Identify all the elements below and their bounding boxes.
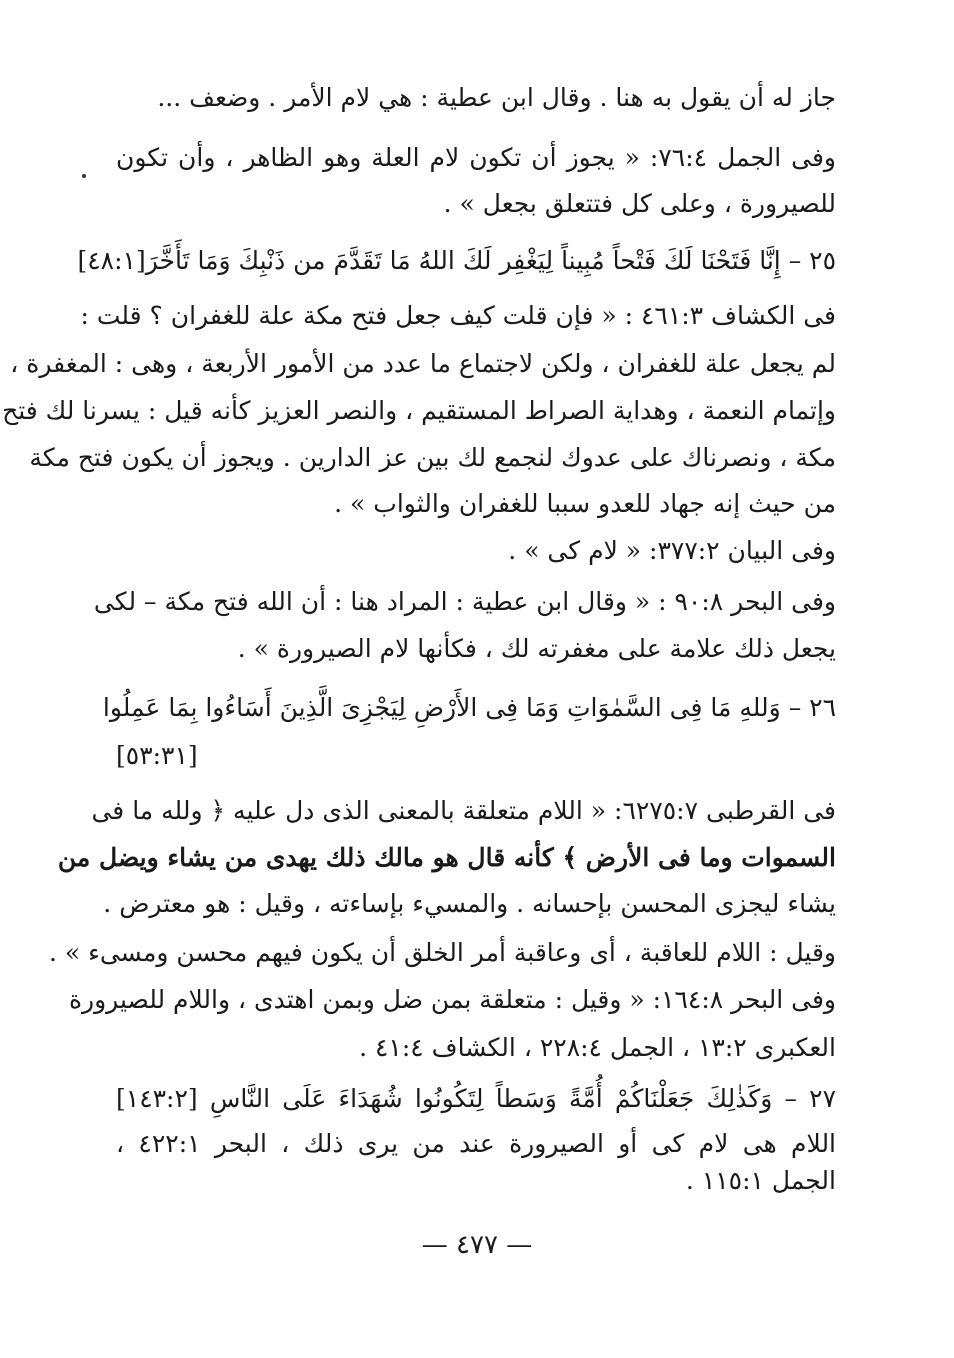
verse-25: ٢٥ – إِنَّا فَتَحْنَا لَكَ فَتْحاً مُبِيناً لِيَغْفِر لَكَ اللهُ مَا تَقَدَّمَ من ذَنْبِكَ وَمَا تَأَخَّرَ[٤٨:١]	[77, 246, 836, 275]
text-line-9: من حيث إنه جهاد للعدو سببا للغفران والثواب » .	[334, 489, 836, 518]
text-line-8: مكة ، ونصرناك على عدوك لنجمع لك بين عز الدارين . ويجوز أن يكون فتح مكة	[29, 443, 836, 472]
stray-mark	[82, 174, 86, 178]
text-line-23: الجمل ١١٥:١ .	[685, 1166, 836, 1195]
text-line-22: اللام هى لام كى أو الصيرورة عند من يرى ذلك ، البحر ٤٢٢:١ ،	[116, 1129, 837, 1158]
text-line-6: لم يجعل علة للغفران ، ولكن لاجتماع ما عدد من الأمور الأربعة ، وهى : المغفرة ،	[10, 349, 836, 378]
text-line-10: وفى البيان ٣٧٧:٢: « لام كى » .	[508, 536, 836, 565]
text-line-7: وإتمام النعمة ، وهداية الصراط المستقيم ، والنصر العزيز كأنه قيل : يسرنا لك فتح	[2, 396, 836, 425]
text-line-5: فى الكشاف ٤٦١:٣ : « فإن قلت كيف جعل فتح مكة علة للغفران ؟ قلت :	[80, 301, 836, 330]
text-line-12: يجعل ذلك علامة على مغفرته لك ، فكأنها لام الصيرورة » .	[237, 634, 836, 663]
text-line-11: وفى البحر ٩٠:٨ : « وقال ابن عطية : المراد هنا : أن الله فتح مكة – لكى	[93, 587, 836, 616]
text-line-16: السموات وما فى الأرض ﴾ كأنه قال هو مالك ذلك يهدى من يشاء ويضل من	[57, 843, 836, 872]
verse-26-ref: [٥٣:٣١]	[116, 741, 198, 770]
page-number: — ٤٧٧ —	[421, 1230, 533, 1260]
text-line-18: وقيل : اللام للعاقبة ، أى وعاقبة أمر الخلق أن يكون فيهم محسن ومسىء » .	[48, 938, 836, 967]
verse-27: ٢٧ – وَكَذٰلِكَ جَعَلْنَاكُمْ أُمَّةً وَسَطاً لِتَكُونُوا شُهَدَاءَ عَلَى النَّاسِ [١٤٣:٢]	[116, 1084, 836, 1113]
text-line-20: العكبرى ١٣:٢ ، الجمل ٢٢٨:٤ ، الكشاف ٤١:٤ .	[359, 1033, 836, 1062]
text-line-15: فى القرطبى ٦٢٧٥:٧: « اللام متعلقة بالمعنى الذى دل عليه ﴿ ولله ما فى	[91, 796, 836, 825]
text-line-19: وفى البحر ١٦٤:٨: « وقيل : متعلقة بمن ضل وبمن اهتدى ، واللام للصيرورة	[68, 985, 836, 1014]
text-line-1: جاز له أن يقول به هنا . وقال ابن عطية : هي لام الأمر . وضعف ...	[157, 83, 836, 112]
text-line-3: للصيرورة ، وعلى كل فتتعلق بجعل » .	[443, 189, 836, 218]
text-line-2: وفى الجمل ٧٦:٤: « يجوز أن تكون لام العلة وهو الظاهر ، وأن تكون	[116, 143, 836, 172]
verse-26: ٢٦ – وَللهِ مَا فِى السَّمٰوَاتِ وَمَا فِى الأَرْضِ لِيَجْزِىَ الَّذِينَ أَسَاءُوا بِمَا عَمِلُوا	[102, 693, 836, 722]
text-line-17: يشاء ليجزى المحسن بإحسانه . والمسيء بإساءته ، وقيل : هو معترض .	[103, 889, 836, 918]
